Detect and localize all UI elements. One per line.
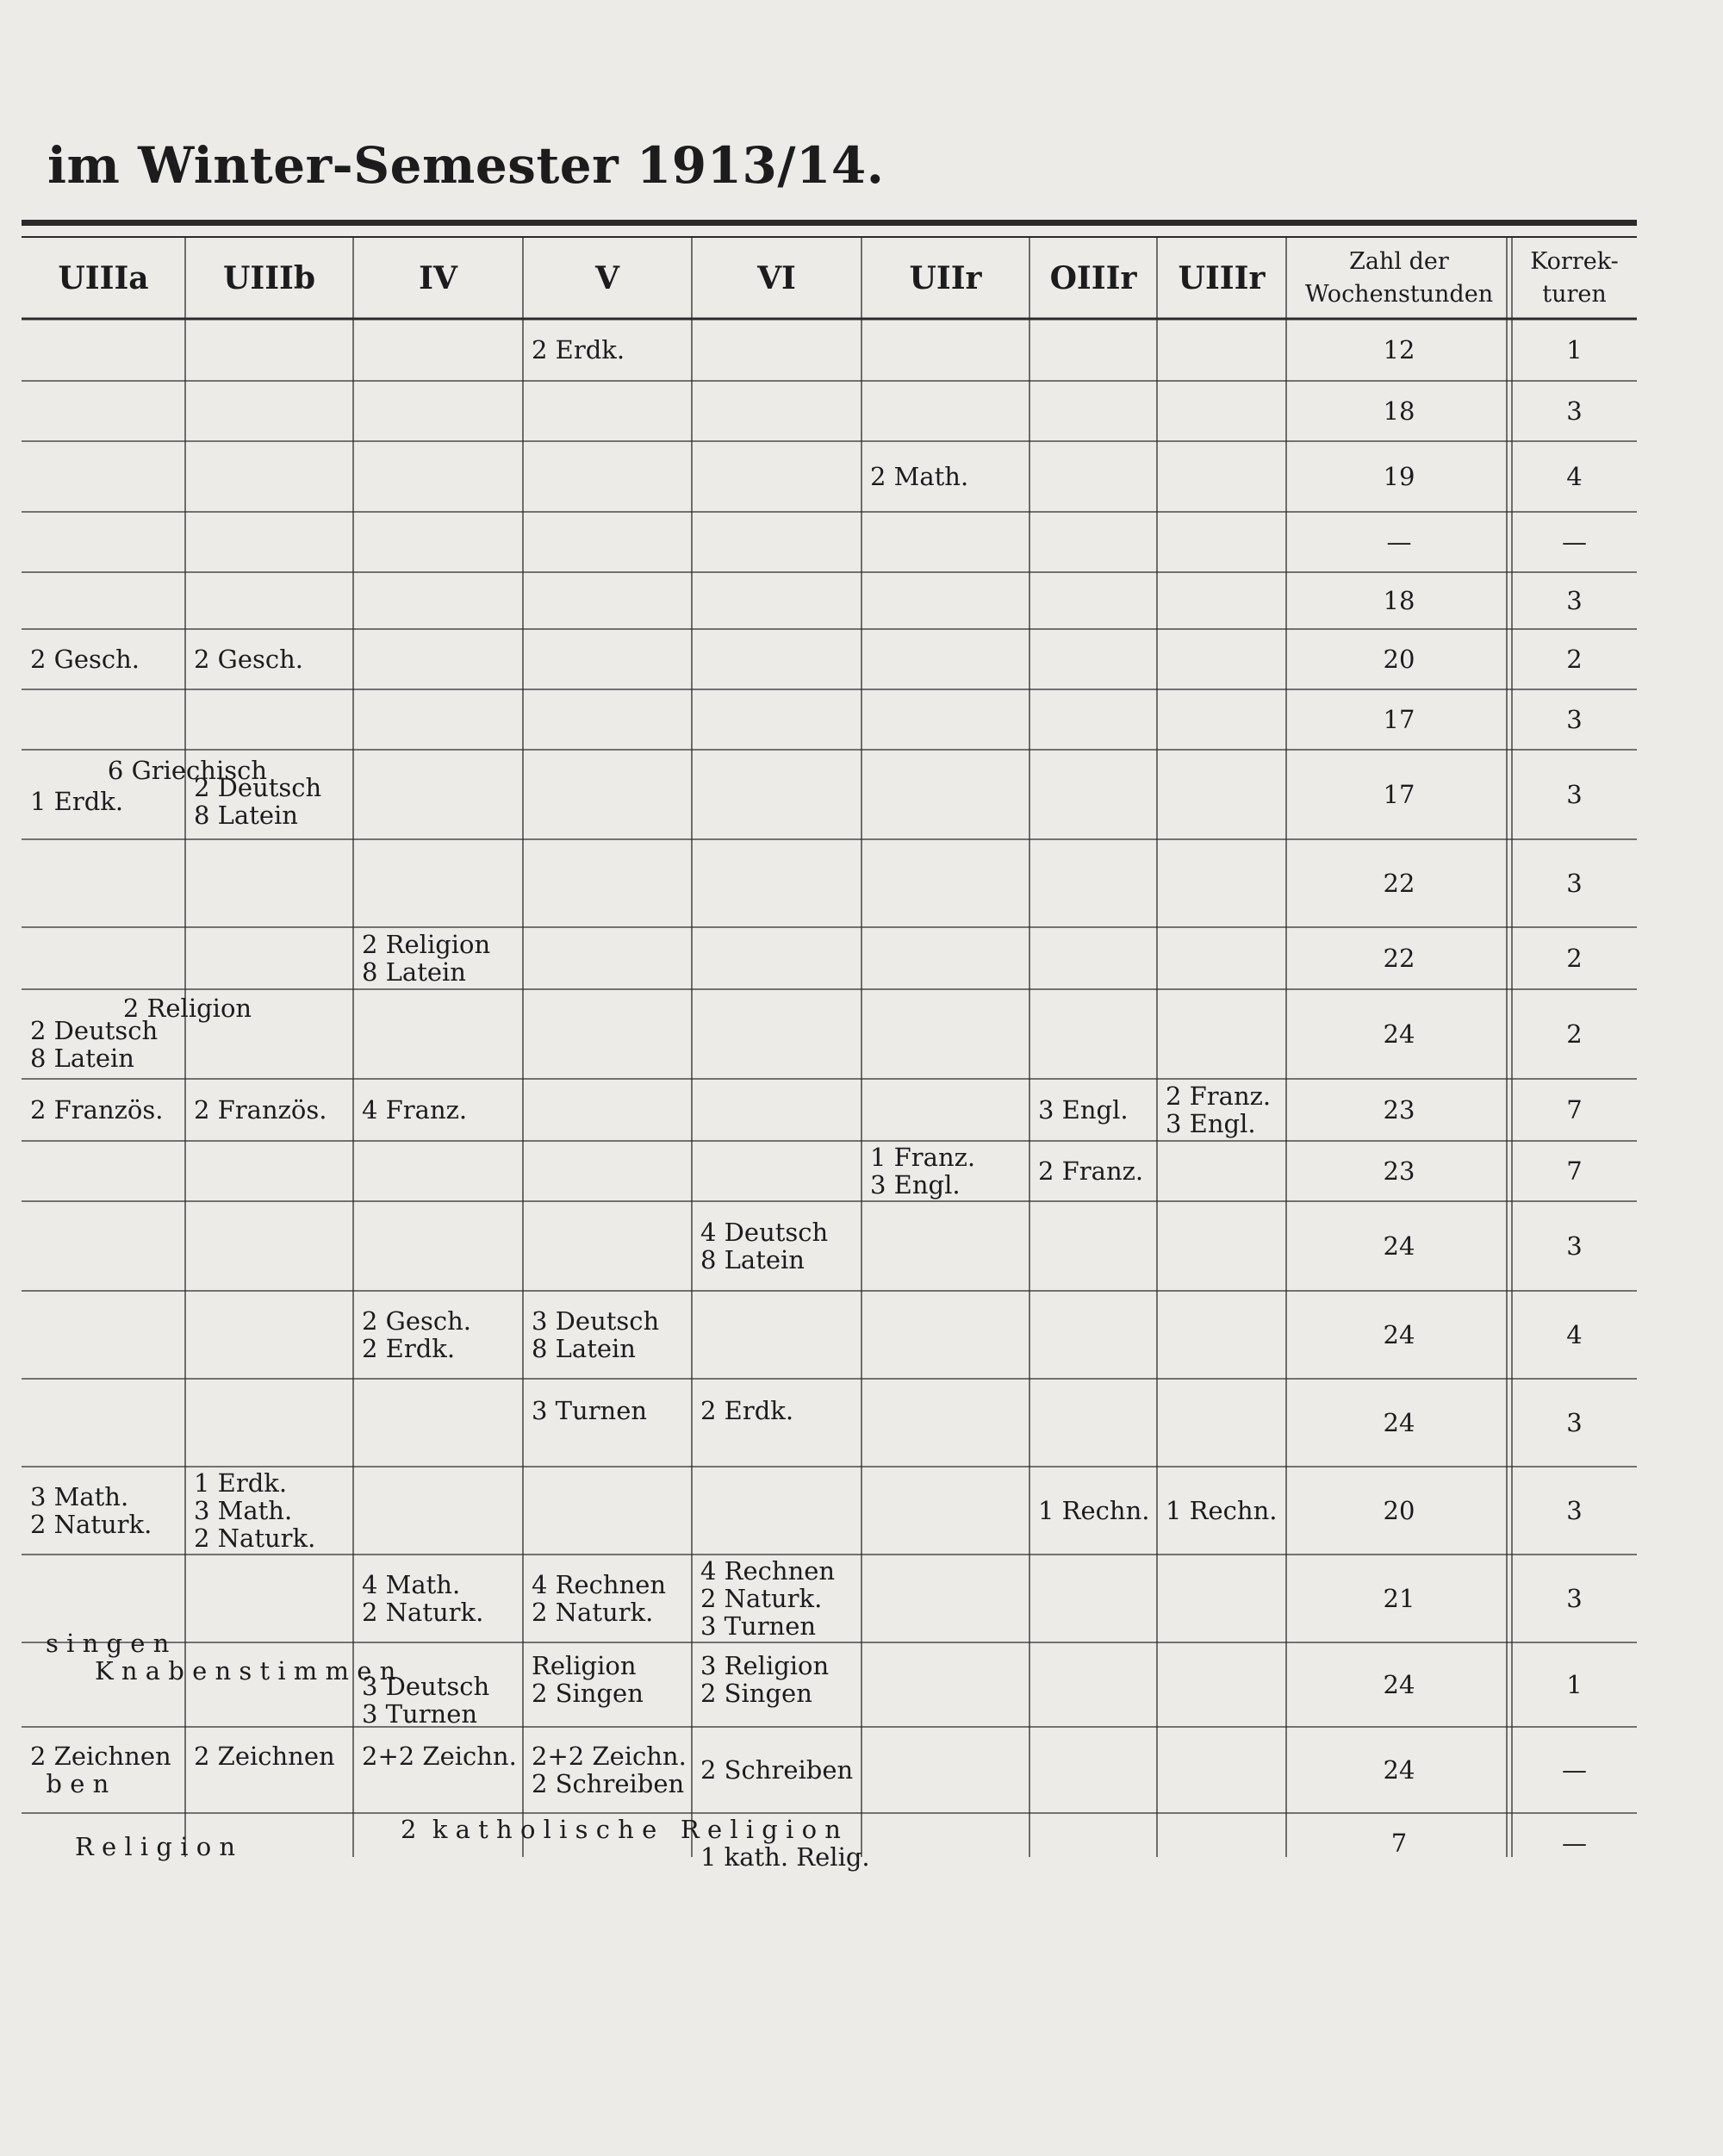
corrections-cell: 3 [1566, 1496, 1583, 1525]
column-header: UIIIa [58, 259, 149, 296]
corrections-cell: 3 [1566, 1584, 1583, 1613]
table-cell: K n a b e n s t i m m e n [95, 1656, 396, 1686]
table-cell: 2 Gesch. 2 Erdk. [362, 1306, 472, 1363]
weekly-hours-cell: 20 [1383, 1496, 1415, 1525]
table-cell: 2 Religion [122, 994, 252, 1023]
table-cell: 2 Religion 8 Latein [362, 930, 491, 987]
table-cell: 4 Deutsch 8 Latein [700, 1218, 829, 1274]
column-header: IV [419, 259, 457, 296]
corrections-cell: 2 [1566, 645, 1583, 674]
corrections-cell: 3 [1566, 1231, 1583, 1261]
corrections-cell: — [1562, 1829, 1587, 1858]
column-header: OIIIr [1049, 259, 1137, 296]
corrections-cell: 2 [1566, 1019, 1583, 1049]
table-cell: s i n g e n [46, 1629, 170, 1658]
weekly-hours-cell: 17 [1383, 705, 1415, 734]
column-header: VI [757, 259, 796, 296]
column-header: UIIIb [222, 259, 316, 296]
table-cell: 1 Rechn. [1038, 1496, 1150, 1525]
column-header: UIIIr [1178, 259, 1266, 296]
table-cell: 4 Franz. [362, 1095, 468, 1125]
corrections-cell: 2 [1566, 944, 1583, 973]
corrections-cell: 3 [1566, 396, 1583, 426]
table-cell: 1 kath. Relig. [700, 1842, 870, 1872]
table-cell: R e l i g i o n [75, 1832, 236, 1861]
table-cell: 2 k a t h o l i s c h e R e l i g i o n [401, 1815, 841, 1844]
table-cell: 1 Erdk. [30, 787, 124, 816]
table-cell: 1 Franz. 3 Engl. [870, 1143, 976, 1200]
weekly-hours-cell: 24 [1383, 1670, 1415, 1699]
table-cell: 4 Rechnen 2 Naturk. [532, 1570, 667, 1627]
corrections-cell: 3 [1566, 869, 1583, 898]
table-cell: 2 Math. [870, 462, 969, 491]
table-cell: 6 Griechisch [107, 756, 268, 785]
table-cell: 4 Math. 2 Naturk. [362, 1570, 484, 1627]
weekly-hours-cell: 17 [1383, 780, 1415, 809]
weekly-hours-cell: 12 [1383, 335, 1415, 365]
table-cell: 3 Deutsch 3 Turnen [362, 1672, 490, 1729]
table-cell: 2 Gesch. [30, 645, 140, 674]
weekly-hours-cell: 21 [1383, 1584, 1415, 1613]
table-cell: 2 Franz. [1038, 1156, 1144, 1186]
table-cell: 2 Zeichnen b e n [30, 1742, 171, 1798]
corrections-cell: 1 [1566, 1670, 1583, 1699]
weekly-hours-cell: 24 [1383, 1755, 1415, 1785]
page-title: im Winter-Semester 1913/14. [47, 136, 885, 195]
corrections-cell: — [1562, 527, 1587, 557]
corrections-cell: — [1562, 1755, 1587, 1785]
table-cell: 1 Rechn. [1166, 1496, 1278, 1525]
column-header: UIIr [909, 259, 982, 296]
table-cell: 3 Engl. [1038, 1095, 1129, 1125]
table-cell: Religion 2 Singen [532, 1651, 644, 1708]
corrections-cell: 7 [1566, 1095, 1583, 1125]
corrections-cell: 3 [1566, 705, 1583, 734]
table-cell: 2+2 Zeichn. [362, 1742, 517, 1771]
corrections-cell: 3 [1566, 780, 1583, 809]
corrections-cell: 3 [1566, 1408, 1583, 1437]
table-cell: 2 Zeichnen [194, 1742, 335, 1771]
weekly-hours-cell: 23 [1383, 1156, 1415, 1186]
table-cell: 2 Gesch. [194, 645, 304, 674]
weekly-hours-cell: 18 [1383, 396, 1415, 426]
weekly-hours-cell: 24 [1383, 1019, 1415, 1049]
table-cell: 3 Math. 2 Naturk. [30, 1482, 152, 1539]
column-header: Korrek- turen [1530, 247, 1619, 308]
column-header: V [595, 259, 619, 296]
table-cell: 2 Erdk. [700, 1396, 794, 1425]
table-cell: 2 Franz. 3 Engl. [1166, 1081, 1272, 1138]
corrections-cell: 7 [1566, 1156, 1583, 1186]
weekly-hours-cell: 24 [1383, 1320, 1415, 1349]
weekly-hours-cell: 18 [1383, 586, 1415, 615]
table-cell: 2 Schreiben [700, 1755, 854, 1785]
table-cell: 2 Französ. [194, 1095, 327, 1125]
weekly-hours-cell: 24 [1383, 1408, 1415, 1437]
table-cell: 2 Deutsch 8 Latein [30, 1016, 159, 1073]
weekly-hours-cell: — [1386, 527, 1412, 557]
weekly-hours-cell: 24 [1383, 1231, 1415, 1261]
corrections-cell: 4 [1566, 462, 1583, 491]
weekly-hours-cell: 23 [1383, 1095, 1415, 1125]
corrections-cell: 3 [1566, 586, 1583, 615]
table-cell: 2 Erdk. [532, 335, 625, 365]
table-cell: 3 Turnen [532, 1396, 648, 1425]
weekly-hours-cell: 7 [1390, 1829, 1408, 1858]
weekly-hours-cell: 22 [1383, 944, 1415, 973]
table-cell: 2+2 Zeichn. 2 Schreiben [532, 1742, 687, 1798]
table-cell: 4 Rechnen 2 Naturk. 3 Turnen [700, 1556, 836, 1641]
table-cell: 2 Französ. [30, 1095, 164, 1125]
table-cell: 3 Religion 2 Singen [700, 1651, 830, 1708]
timetable [22, 220, 1637, 1872]
table-cell: 3 Deutsch 8 Latein [532, 1306, 660, 1363]
weekly-hours-cell: 20 [1383, 645, 1415, 674]
column-header: Zahl der Wochenstunden [1304, 247, 1494, 308]
weekly-hours-cell: 22 [1383, 869, 1415, 898]
corrections-cell: 4 [1566, 1320, 1583, 1349]
table-cell: 1 Erdk. 3 Math. 2 Naturk. [194, 1468, 316, 1553]
weekly-hours-cell: 19 [1383, 462, 1415, 491]
table-cell: 2 Deutsch 8 Latein [194, 773, 322, 830]
corrections-cell: 1 [1566, 335, 1583, 365]
